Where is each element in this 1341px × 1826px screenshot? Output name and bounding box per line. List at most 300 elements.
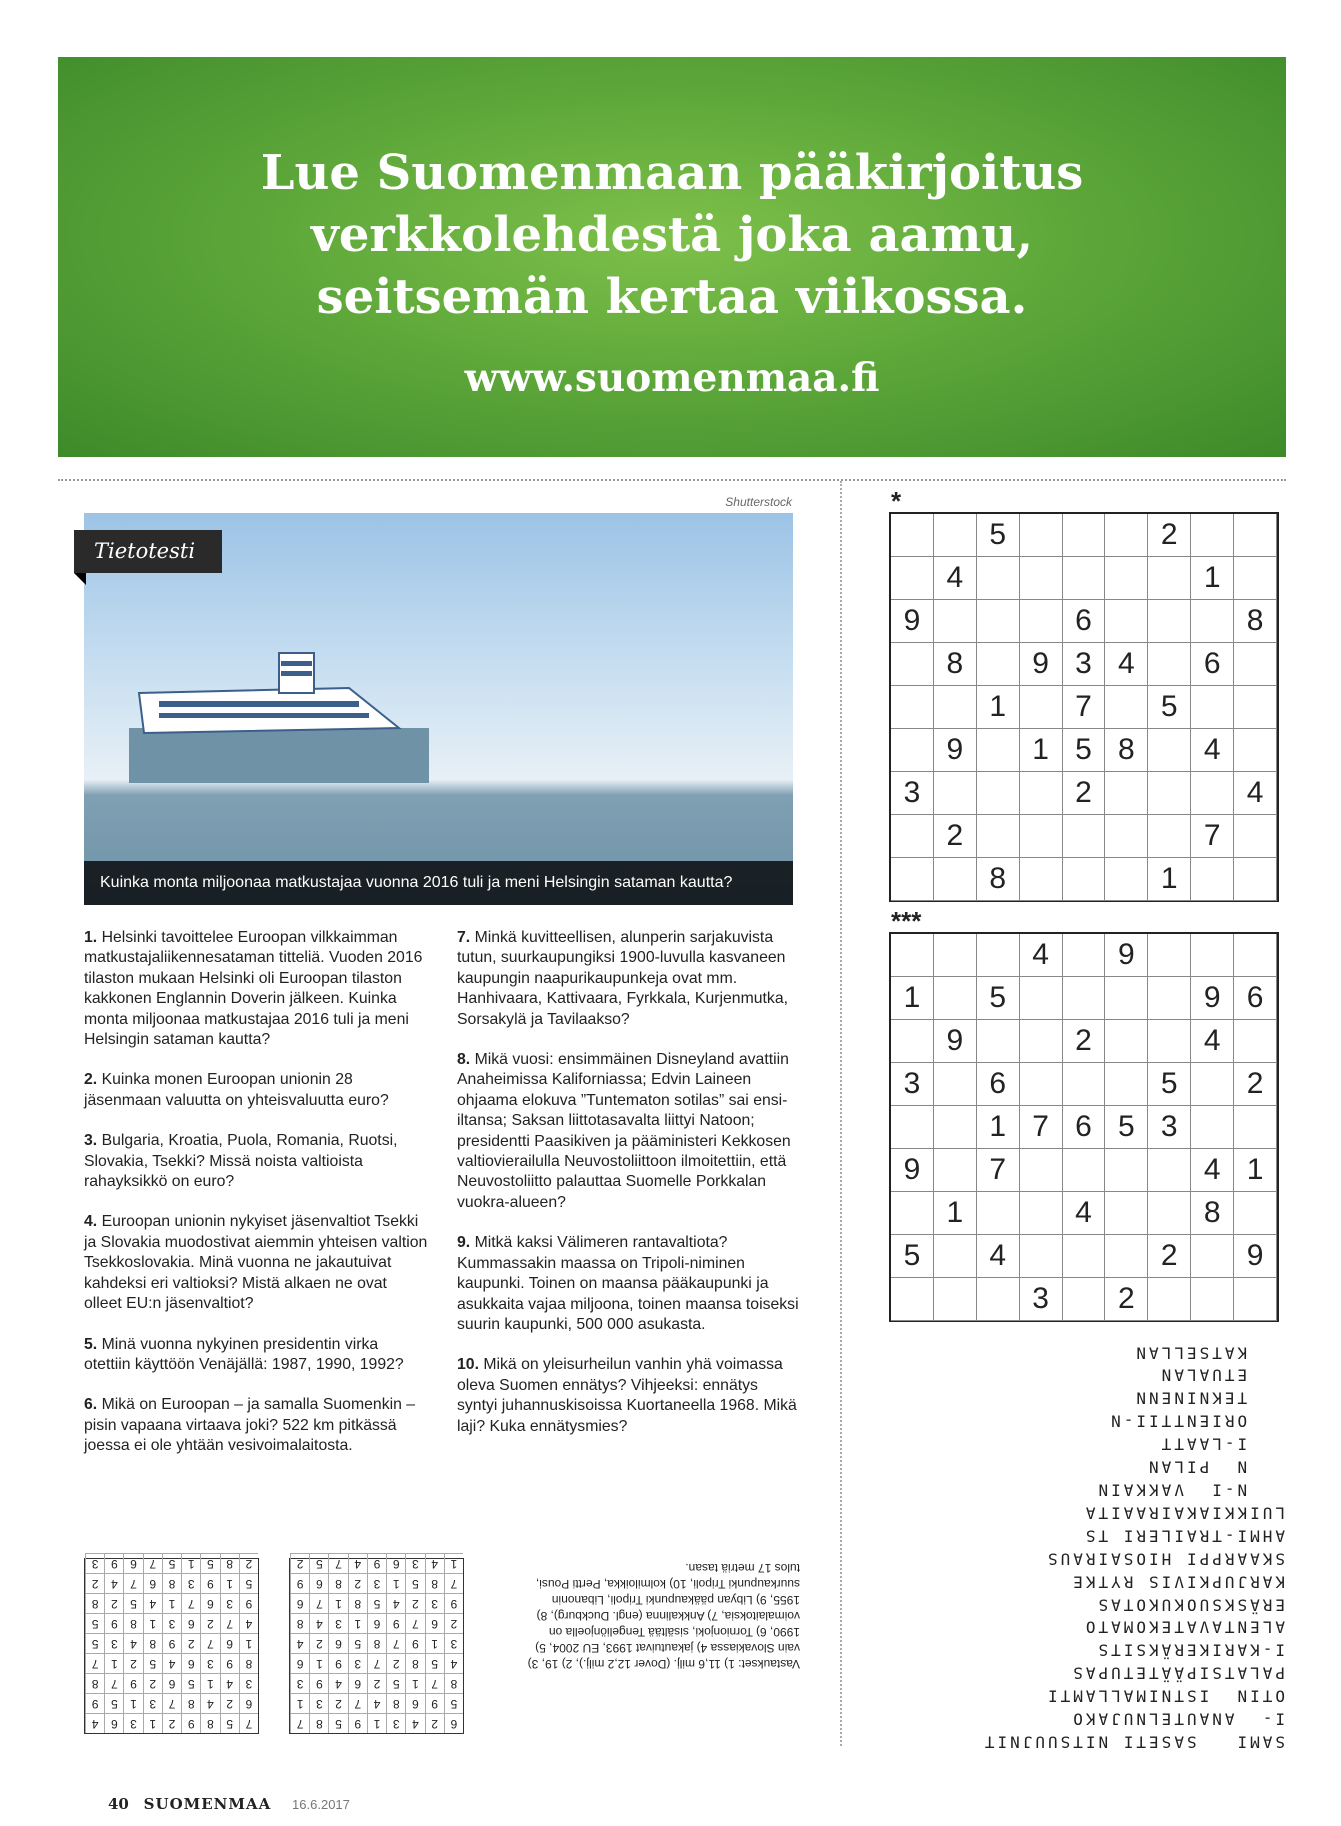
grid-cell[interactable] — [1148, 557, 1191, 600]
word-search-row: I-LAATT — [1158, 1434, 1285, 1454]
grid-cell[interactable]: 7 — [1191, 815, 1234, 858]
grid-cell: 1 — [123, 1693, 142, 1713]
grid-cell[interactable] — [934, 1063, 977, 1106]
grid-cell[interactable] — [1063, 934, 1106, 977]
grid-cell[interactable] — [934, 1278, 977, 1321]
grid-cell[interactable]: 9 — [934, 729, 977, 772]
grid-cell[interactable]: 3 — [891, 1063, 934, 1106]
grid-cell[interactable] — [1148, 815, 1191, 858]
grid-cell[interactable] — [891, 1106, 934, 1149]
grid-cell[interactable]: 5 — [977, 977, 1020, 1020]
grid-cell[interactable] — [977, 815, 1020, 858]
grid-cell: 8 — [162, 1573, 181, 1593]
grid-cell[interactable] — [1063, 1149, 1106, 1192]
grid-cell[interactable]: 2 — [1105, 1278, 1148, 1321]
grid-cell[interactable]: 4 — [1105, 643, 1148, 686]
grid-cell: 8 — [367, 1633, 386, 1653]
grid-cell[interactable] — [977, 729, 1020, 772]
grid-cell: 9 — [162, 1633, 181, 1653]
grid-cell[interactable]: 2 — [1148, 514, 1191, 557]
grid-cell[interactable] — [977, 600, 1020, 643]
grid-cell[interactable] — [1020, 815, 1063, 858]
grid-cell: 5 — [239, 1573, 258, 1593]
grid-cell: 7 — [162, 1693, 181, 1713]
grid-cell: 7 — [200, 1633, 219, 1653]
grid-cell: 5 — [123, 1593, 142, 1613]
grid-cell[interactable]: 8 — [934, 643, 977, 686]
grid-cell[interactable] — [1148, 1149, 1191, 1192]
word-search-row: I-KARIKERÄKSITS — [1095, 1640, 1285, 1660]
grid-cell[interactable]: 8 — [1191, 1192, 1234, 1235]
grid-cell: 6 — [181, 1613, 200, 1633]
grid-cell: 4 — [386, 1593, 405, 1613]
grid-cell[interactable] — [1020, 1020, 1063, 1063]
grid-cell[interactable] — [1234, 729, 1277, 772]
grid-cell[interactable] — [1234, 1106, 1277, 1149]
grid-cell: 6 — [143, 1573, 162, 1593]
grid-cell[interactable] — [1105, 1020, 1148, 1063]
grid-cell[interactable] — [1063, 557, 1106, 600]
grid-cell: 7 — [425, 1673, 444, 1693]
grid-cell[interactable] — [1105, 1063, 1148, 1106]
grid-cell[interactable] — [1020, 1192, 1063, 1235]
grid-cell: 4 — [220, 1673, 239, 1693]
grid-cell: 7 — [405, 1613, 424, 1633]
answers-upside-down: Vastaukset: 1) 11,6 milj. (Dover 12,2 milj.), 2) 19, 3) vain Slovakiassa 4) jakautuivat 1993, EU 2004, 5) 1990, 6) Tornionjoki, sisältää Tengeliönjoella on voimalaitoksia, 7) Ankkalinna (engl. Duckburg), 8) 1955, 9) Libyan pääkaupunki Tripoli, Libanonin suurkaupunki Tripoli, 10) kolmiloikka, Pertti Pousi, tulos 17 metriä tasan. — [527, 1561, 800, 1671]
grid-cell[interactable] — [891, 514, 934, 557]
grid-cell: 9 — [405, 1633, 424, 1653]
grid-cell[interactable]: 1 — [1191, 557, 1234, 600]
grid-cell[interactable]: 4 — [1191, 1020, 1234, 1063]
grid-cell[interactable] — [1191, 686, 1234, 729]
grid-cell[interactable] — [934, 514, 977, 557]
banner-line-1: Lue Suomenmaan pääkirjoitus — [260, 145, 1084, 201]
word-search-row: SKAARPPI HIOSAIRAUS — [1044, 1549, 1285, 1569]
grid-cell[interactable]: 7 — [1063, 686, 1106, 729]
grid-cell: 2 — [162, 1713, 181, 1733]
grid-cell: 9 — [309, 1673, 328, 1693]
badge-fold — [74, 573, 86, 585]
grid-cell: 7 — [220, 1613, 239, 1633]
question-text: Minä vuonna nykyinen presidentin virka otettiin käyttöön Venäjällä: 1987, 1990, 1992? — [84, 1335, 404, 1373]
grid-cell[interactable]: 3 — [1063, 643, 1106, 686]
grid-cell[interactable] — [1020, 557, 1063, 600]
grid-cell[interactable] — [1105, 1192, 1148, 1235]
grid-cell[interactable] — [1020, 600, 1063, 643]
grid-cell: 5 — [85, 1613, 104, 1633]
grid-cell[interactable] — [891, 557, 934, 600]
grid-cell: 9 — [348, 1713, 367, 1733]
grid-cell: 6 — [239, 1693, 258, 1713]
grid-cell[interactable] — [977, 643, 1020, 686]
grid-cell: 2 — [425, 1713, 444, 1733]
grid-cell: 5 — [309, 1553, 328, 1573]
grid-cell[interactable] — [1191, 514, 1234, 557]
grid-cell[interactable] — [891, 686, 934, 729]
grid-cell: 8 — [85, 1593, 104, 1613]
grid-cell[interactable] — [977, 772, 1020, 815]
grid-cell[interactable]: 1 — [1234, 1149, 1277, 1192]
grid-cell: 3 — [220, 1593, 239, 1613]
grid-cell: 3 — [200, 1653, 219, 1673]
banner-line-3: seitsemän kertaa viikossa. — [316, 269, 1028, 325]
grid-cell[interactable] — [934, 1149, 977, 1192]
grid-cell[interactable]: 9 — [891, 600, 934, 643]
grid-cell: 9 — [239, 1593, 258, 1613]
grid-cell: 4 — [162, 1653, 181, 1673]
page-number: 40 — [108, 1795, 129, 1813]
grid-cell[interactable] — [1148, 772, 1191, 815]
grid-cell: 6 — [123, 1553, 142, 1573]
word-search-row: AHMI-TRAILERI TS — [1082, 1526, 1285, 1546]
grid-cell: 2 — [181, 1633, 200, 1653]
grid-cell[interactable] — [1148, 934, 1191, 977]
grid-cell: 7 — [367, 1653, 386, 1673]
grid-cell[interactable] — [1020, 977, 1063, 1020]
grid-cell: 3 — [444, 1633, 463, 1653]
word-search-row: TEKNINENN — [1133, 1388, 1285, 1408]
grid-cell[interactable]: 5 — [1148, 1063, 1191, 1106]
grid-cell[interactable] — [1063, 1235, 1106, 1278]
grid-cell: 6 — [200, 1593, 219, 1613]
grid-cell[interactable]: 1 — [934, 1192, 977, 1235]
word-search-row: KARJUPKIVIS RYTKE — [1070, 1571, 1285, 1591]
quiz-question — [84, 1335, 429, 1376]
grid-cell: 5 — [104, 1693, 123, 1713]
grid-cell[interactable] — [1105, 557, 1148, 600]
grid-cell[interactable]: 9 — [1191, 977, 1234, 1020]
grid-cell[interactable] — [977, 1020, 1020, 1063]
grid-cell[interactable]: 3 — [1148, 1106, 1191, 1149]
grid-cell[interactable]: 2 — [1063, 772, 1106, 815]
photo-caption: Kuinka monta miljoonaa matkustajaa vuonna 2016 tuli ja meni Helsingin sataman kautta? — [84, 861, 793, 905]
word-search-row: N PILAN — [1146, 1457, 1285, 1477]
grid-cell: 3 — [239, 1673, 258, 1693]
grid-cell[interactable] — [1234, 1192, 1277, 1235]
grid-cell: 1 — [348, 1613, 367, 1633]
grid-cell[interactable]: 1 — [977, 1106, 1020, 1149]
grid-cell[interactable] — [934, 977, 977, 1020]
grid-cell[interactable] — [1191, 934, 1234, 977]
grid-cell[interactable] — [891, 1192, 934, 1235]
grid-cell[interactable] — [1148, 1020, 1191, 1063]
grid-cell: 4 — [85, 1713, 104, 1733]
grid-cell[interactable] — [977, 1278, 1020, 1321]
grid-cell[interactable] — [1191, 1235, 1234, 1278]
question-text: Mitkä kaksi Välimeren rantavaltiota? Kummassakin maassa on Tripoli-niminen kaupunki. Toinen on maansa pääkaupunki ja asukkaita vajaa miljoona, toinen maansa toiseksi suurin kaupunki, 500 000 asukasta. — [457, 1234, 799, 1333]
grid-cell[interactable] — [1105, 1235, 1148, 1278]
grid-cell[interactable]: 8 — [977, 858, 1020, 901]
grid-cell: 2 — [143, 1673, 162, 1693]
quiz-question — [84, 1212, 429, 1314]
magazine-name: SUOMENMAA — [143, 1795, 272, 1813]
grid-cell: 8 — [143, 1633, 162, 1653]
grid-cell[interactable]: 7 — [977, 1149, 1020, 1192]
grid-cell[interactable]: 7 — [1020, 1106, 1063, 1149]
grid-cell[interactable] — [977, 934, 1020, 977]
grid-cell[interactable] — [1234, 557, 1277, 600]
grid-cell: 1 — [309, 1653, 328, 1673]
grid-cell: 6 — [386, 1553, 405, 1573]
grid-cell[interactable]: 6 — [1063, 600, 1106, 643]
grid-cell[interactable]: 5 — [1148, 686, 1191, 729]
grid-cell: 2 — [239, 1553, 258, 1573]
grid-cell[interactable]: 9 — [1020, 643, 1063, 686]
banner-line-2: verkkolehdestä joka aamu, — [310, 207, 1034, 263]
grid-cell: 5 — [405, 1573, 424, 1593]
grid-cell: 1 — [200, 1673, 219, 1693]
grid-cell[interactable] — [934, 686, 977, 729]
grid-cell[interactable]: 1 — [891, 977, 934, 1020]
grid-cell[interactable] — [891, 1278, 934, 1321]
ad-banner — [58, 57, 1286, 457]
grid-cell[interactable]: 8 — [1234, 600, 1277, 643]
grid-cell: 5 — [367, 1593, 386, 1613]
grid-cell[interactable] — [1105, 772, 1148, 815]
question-number: 4. — [84, 1213, 98, 1231]
grid-cell[interactable]: 5 — [1105, 1106, 1148, 1149]
quiz-badge: Tietotesti — [74, 530, 222, 573]
grid-cell[interactable] — [1234, 686, 1277, 729]
grid-cell: 7 — [290, 1713, 309, 1733]
grid-cell: 1 — [181, 1553, 200, 1573]
word-search-row: ETUALAN — [1158, 1365, 1285, 1385]
grid-cell: 5 — [162, 1553, 181, 1573]
grid-cell[interactable]: 2 — [1234, 1063, 1277, 1106]
quiz-question — [457, 1355, 802, 1437]
grid-cell[interactable]: 9 — [934, 1020, 977, 1063]
grid-cell: 2 — [123, 1653, 142, 1673]
grid-cell[interactable] — [1020, 858, 1063, 901]
grid-cell: 3 — [405, 1553, 424, 1573]
grid-cell[interactable] — [1148, 1192, 1191, 1235]
grid-cell: 2 — [85, 1573, 104, 1593]
grid-cell[interactable] — [891, 1020, 934, 1063]
grid-cell[interactable] — [1234, 1278, 1277, 1321]
grid-cell[interactable]: 6 — [1063, 1106, 1106, 1149]
grid-cell[interactable]: 5 — [1063, 729, 1106, 772]
grid-cell[interactable]: 3 — [891, 772, 934, 815]
grid-cell[interactable] — [1063, 977, 1106, 1020]
grid-cell[interactable] — [1191, 1063, 1234, 1106]
sudoku-easy — [889, 512, 1279, 902]
grid-cell: 8 — [200, 1713, 219, 1733]
quiz-question — [84, 928, 429, 1050]
grid-cell[interactable]: 4 — [1234, 772, 1277, 815]
banner-url[interactable]: www.suomenmaa.fi — [464, 355, 880, 401]
question-number: 10. — [457, 1356, 479, 1374]
grid-cell[interactable]: 4 — [1191, 729, 1234, 772]
grid-cell[interactable]: 1 — [1020, 729, 1063, 772]
grid-cell: 8 — [328, 1573, 347, 1593]
grid-cell: 4 — [239, 1613, 258, 1633]
grid-cell[interactable]: 1 — [977, 686, 1020, 729]
grid-cell[interactable] — [1234, 514, 1277, 557]
grid-cell[interactable] — [934, 600, 977, 643]
grid-cell: 1 — [405, 1673, 424, 1693]
grid-cell[interactable] — [1020, 1063, 1063, 1106]
grid-cell: 3 — [162, 1613, 181, 1633]
sudoku1-difficulty: * — [891, 486, 902, 516]
grid-cell[interactable]: 4 — [934, 557, 977, 600]
grid-cell: 1 — [162, 1593, 181, 1613]
grid-cell: 2 — [367, 1673, 386, 1693]
grid-cell: 6 — [367, 1613, 386, 1633]
grid-cell[interactable]: 2 — [1148, 1235, 1191, 1278]
grid-cell[interactable]: 3 — [1020, 1278, 1063, 1321]
grid-cell[interactable]: 9 — [1105, 934, 1148, 977]
grid-cell[interactable]: 5 — [891, 1235, 934, 1278]
grid-cell[interactable] — [1063, 815, 1106, 858]
grid-cell[interactable] — [1020, 686, 1063, 729]
grid-cell[interactable] — [1105, 858, 1148, 901]
grid-cell[interactable] — [1063, 514, 1106, 557]
grid-cell[interactable] — [1148, 600, 1191, 643]
grid-cell[interactable] — [1234, 858, 1277, 901]
grid-cell[interactable]: 9 — [891, 1149, 934, 1192]
grid-cell: 8 — [309, 1713, 328, 1733]
grid-cell[interactable] — [1105, 1149, 1148, 1192]
grid-cell[interactable] — [891, 934, 934, 977]
grid-cell: 4 — [348, 1553, 367, 1573]
grid-cell[interactable] — [1063, 858, 1106, 901]
grid-cell: 4 — [328, 1673, 347, 1693]
grid-cell[interactable] — [1191, 772, 1234, 815]
grid-cell: 6 — [405, 1693, 424, 1713]
grid-cell[interactable] — [1105, 977, 1148, 1020]
grid-cell: 5 — [85, 1633, 104, 1653]
grid-cell[interactable] — [1148, 729, 1191, 772]
grid-cell[interactable]: 4 — [1020, 934, 1063, 977]
grid-cell: 7 — [444, 1573, 463, 1593]
grid-cell[interactable]: 4 — [1063, 1192, 1106, 1235]
grid-cell[interactable] — [1234, 934, 1277, 977]
grid-cell: 2 — [309, 1633, 328, 1653]
grid-cell: 9 — [444, 1593, 463, 1613]
grid-cell: 9 — [367, 1553, 386, 1573]
grid-cell[interactable]: 9 — [1234, 1235, 1277, 1278]
grid-cell: 5 — [348, 1633, 367, 1653]
grid-cell[interactable] — [891, 815, 934, 858]
grid-cell[interactable]: 8 — [1105, 729, 1148, 772]
grid-cell: 6 — [444, 1713, 463, 1733]
grid-cell[interactable] — [1191, 600, 1234, 643]
grid-cell: 3 — [143, 1693, 162, 1713]
grid-cell[interactable] — [891, 643, 934, 686]
grid-cell[interactable] — [1191, 858, 1234, 901]
grid-cell: 7 — [239, 1713, 258, 1733]
grid-cell: 4 — [143, 1593, 162, 1613]
grid-cell: 6 — [328, 1633, 347, 1653]
grid-cell[interactable] — [977, 1192, 1020, 1235]
grid-cell: 3 — [328, 1613, 347, 1633]
grid-cell[interactable] — [1063, 1278, 1106, 1321]
grid-cell[interactable] — [934, 1235, 977, 1278]
grid-cell[interactable]: 2 — [1063, 1020, 1106, 1063]
grid-cell: 3 — [181, 1573, 200, 1593]
question-text: Mikä on Euroopan – ja samalla Suomenkin – pisin vapaana virtaava joki? 522 km pitkässä joessa ei ole yhtään vesivoimalaitosta. — [84, 1396, 416, 1455]
grid-cell[interactable] — [1020, 1149, 1063, 1192]
grid-cell: 9 — [425, 1693, 444, 1713]
grid-cell[interactable] — [1105, 600, 1148, 643]
grid-cell: 2 — [328, 1693, 347, 1713]
grid-cell[interactable] — [891, 729, 934, 772]
grid-cell[interactable]: 1 — [1148, 858, 1191, 901]
question-text: Helsinki tavoittelee Euroopan vilkkaimman matkustajaliikennesataman titteliä. Vuoden 2016 tilaston mukaan Helsinki oli Euroopan tilaston kakkonen Englannin Doverin jälkeen. Kuinka monta miljoonaa matkustajaa 2016 tuli ja meni Helsingin sataman kautta? — [84, 929, 423, 1049]
grid-cell[interactable] — [1191, 1278, 1234, 1321]
grid-cell: 4 — [405, 1713, 424, 1733]
grid-cell[interactable] — [1020, 772, 1063, 815]
grid-cell: 3 — [123, 1713, 142, 1733]
grid-cell[interactable]: 5 — [977, 514, 1020, 557]
grid-cell[interactable]: 4 — [977, 1235, 1020, 1278]
grid-cell[interactable] — [1234, 643, 1277, 686]
sudoku-solution-2 — [289, 1558, 464, 1734]
grid-cell: 7 — [386, 1633, 405, 1653]
grid-cell[interactable] — [934, 772, 977, 815]
grid-cell: 2 — [444, 1613, 463, 1633]
sudoku-solution-1 — [84, 1558, 259, 1734]
grid-cell: 5 — [143, 1653, 162, 1673]
word-search-row: ERÄSKSUOKUKOTAS — [1095, 1594, 1285, 1614]
grid-cell[interactable]: 6 — [977, 1063, 1020, 1106]
grid-cell: 2 — [200, 1613, 219, 1633]
grid-cell: 5 — [425, 1653, 444, 1673]
grid-cell[interactable] — [1234, 1020, 1277, 1063]
grid-cell: 9 — [200, 1573, 219, 1593]
grid-cell[interactable] — [1191, 1106, 1234, 1149]
grid-cell: 9 — [328, 1653, 347, 1673]
grid-cell[interactable]: 6 — [1191, 643, 1234, 686]
grid-cell[interactable] — [1020, 1235, 1063, 1278]
grid-cell: 6 — [104, 1713, 123, 1733]
grid-cell: 1 — [290, 1693, 309, 1713]
word-search-row: OTIN ISTNIMALLAMTI — [1044, 1686, 1285, 1706]
grid-cell[interactable] — [891, 858, 934, 901]
grid-cell: 1 — [239, 1633, 258, 1653]
questions-left-column — [84, 928, 429, 1477]
grid-cell[interactable] — [1148, 977, 1191, 1020]
grid-cell: 4 — [367, 1693, 386, 1713]
grid-cell[interactable]: 4 — [1191, 1149, 1234, 1192]
grid-cell[interactable] — [934, 1106, 977, 1149]
grid-cell: 6 — [425, 1613, 444, 1633]
grid-cell[interactable] — [934, 858, 977, 901]
grid-cell: 3 — [386, 1713, 405, 1733]
grid-cell[interactable] — [1063, 1063, 1106, 1106]
question-text: Bulgaria, Kroatia, Puola, Romania, Ruotsi, Slovakia, Tsekki? Missä noista valtioista rahayksikkö on euro? — [84, 1132, 398, 1191]
grid-cell[interactable] — [1020, 514, 1063, 557]
grid-cell: 1 — [104, 1653, 123, 1673]
grid-cell[interactable] — [1234, 815, 1277, 858]
grid-cell[interactable] — [977, 557, 1020, 600]
grid-cell[interactable] — [934, 934, 977, 977]
grid-cell[interactable] — [1105, 514, 1148, 557]
grid-cell[interactable]: 6 — [1234, 977, 1277, 1020]
grid-cell[interactable]: 2 — [934, 815, 977, 858]
quiz-question — [457, 1233, 802, 1335]
grid-cell[interactable] — [1105, 815, 1148, 858]
word-search-row: I- ANAUTELNUJAKO — [1070, 1709, 1285, 1729]
grid-cell[interactable] — [1105, 686, 1148, 729]
grid-cell: 1 — [328, 1593, 347, 1613]
question-number: 1. — [84, 929, 98, 946]
grid-cell: 8 — [181, 1693, 200, 1713]
grid-cell: 2 — [220, 1693, 239, 1713]
grid-cell: 8 — [348, 1593, 367, 1613]
grid-cell[interactable] — [1148, 1278, 1191, 1321]
grid-cell[interactable] — [1148, 643, 1191, 686]
